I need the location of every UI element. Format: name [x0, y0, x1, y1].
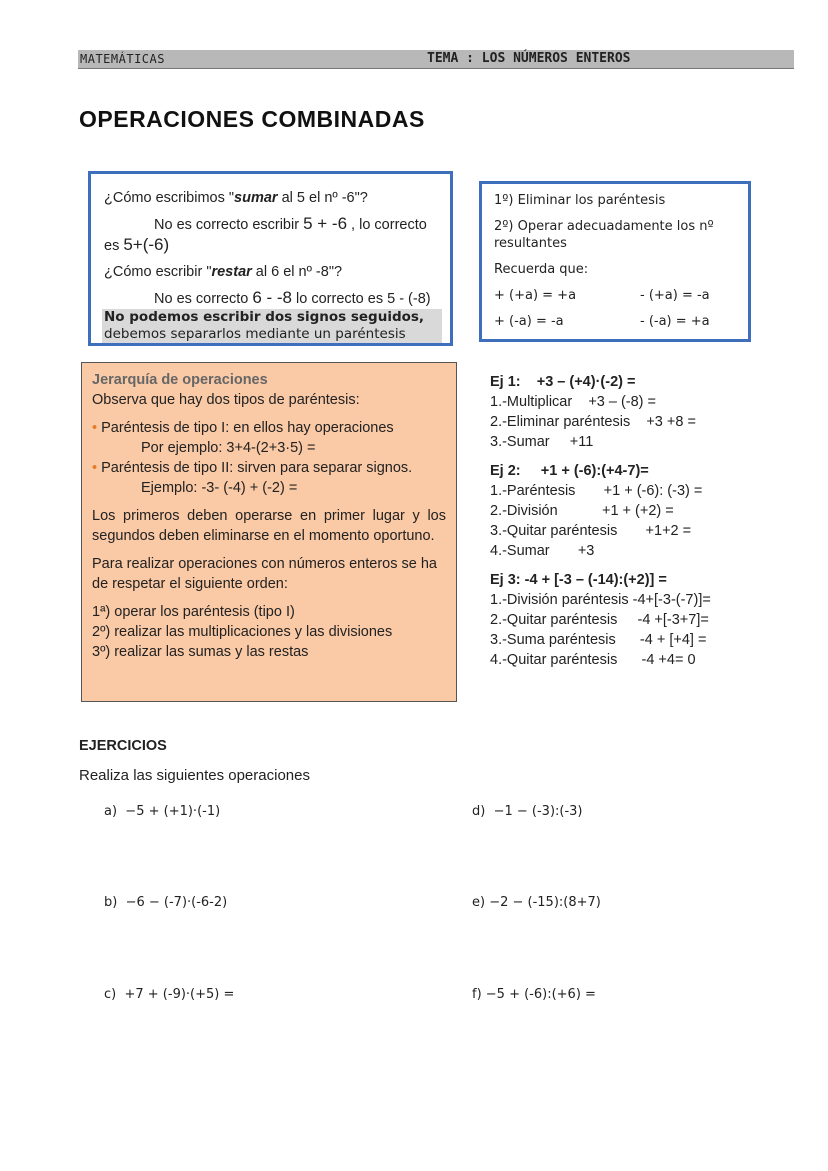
example-3: [490, 570, 810, 670]
example-1: [490, 372, 810, 452]
example-title: Ej 1: +3 – (+4)·(-2) =: [490, 374, 636, 390]
example-title: Ej 3: -4 + [-3 – (-14):(+2)] =: [490, 572, 667, 588]
steps-box: [479, 181, 751, 342]
example-step: 4.-Quitar paréntesis -4 +4= 0: [490, 652, 696, 668]
exercise-f: f) −5 + (-6):(+6) =: [472, 987, 596, 1002]
question-sum: ¿Cómo escribimos "sumar al 5 el nº -6"?: [104, 190, 368, 206]
hierarchy-box: [81, 362, 457, 702]
exercise-d: d) −1 − (-3):(-3): [472, 804, 583, 819]
bullet-icon: •: [92, 460, 98, 476]
example-step: 2.-Quitar paréntesis -4 +[-3+7]=: [490, 612, 709, 628]
example-step: 1.-Paréntesis +1 + (-6): (-3) =: [490, 483, 703, 499]
sign-rule-row: + (+a) = +a - (+a) = -a: [494, 288, 710, 303]
example-title: Ej 2: +1 + (-6):(+4-7)=: [490, 463, 649, 479]
order-item: 1ª) operar los paréntesis (tipo I): [92, 604, 295, 620]
exercise-b: b) −6 − (-7)·(-6-2): [104, 895, 228, 910]
example-type-1: Por ejemplo: 3+4-(2+3·5) =: [141, 440, 316, 456]
signs-info-box: [88, 171, 453, 346]
exercises-heading: EJERCICIOS: [79, 738, 167, 754]
order-item: 2º) realizar las multiplicaciones y las divisiones: [92, 624, 393, 640]
warning-note: No podemos escribir dos signos seguidos, debemos separarlos mediante un paréntesis: [102, 309, 442, 343]
step-2: 2º) Operar adecuadamente los nº resultantes: [494, 219, 714, 251]
paragraph-order: Los primeros deben operarse en primer lugar y los segundos deben eliminarse en el momento oportuno.: [92, 508, 446, 544]
subject-label: MATEMÁTICAS: [80, 52, 165, 66]
example-step: 3.-Quitar paréntesis +1+2 =: [490, 523, 692, 539]
example-step: 2.-División +1 + (+2) =: [490, 503, 674, 519]
question-subtract: ¿Cómo escribir "restar al 6 el nº -8"?: [104, 264, 343, 280]
worked-examples: [490, 372, 810, 679]
exercise-e: e) −2 − (-15):(8+7): [472, 895, 601, 910]
sign-rule-row: + (-a) = -a - (-a) = +a: [494, 314, 710, 329]
example-step: 3.-Suma paréntesis -4 + [+4] =: [490, 632, 707, 648]
step-1: 1º) Eliminar los paréntesis: [494, 193, 666, 208]
topic-label: TEMA : LOS NÚMEROS ENTEROS: [427, 51, 631, 66]
subtract-line: No es correcto 6 - -8 lo correcto es 5 - (-8): [154, 288, 431, 307]
paragraph-rules: Para realizar operaciones con números enteros se ha de respetar el siguiente orden:: [92, 556, 437, 592]
exercise-c: c) +7 + (-9)·(+5) =: [104, 987, 235, 1002]
example-step: 3.-Sumar +11: [490, 434, 594, 450]
hierarchy-heading: Jerarquía de operaciones: [92, 372, 268, 388]
remember-label: Recuerda que:: [494, 262, 589, 277]
example-step: 1.-División paréntesis -4+[-3-(-7)]=: [490, 592, 711, 608]
example-step: 1.-Multiplicar +3 – (-8) =: [490, 394, 657, 410]
example-2: [490, 461, 810, 561]
bullet-type-2: • Paréntesis de tipo II: sirven para separar signos.: [92, 460, 413, 476]
example-type-2: Ejemplo: -3- (-4) + (-2) =: [141, 480, 298, 496]
page-header: [78, 50, 794, 69]
sum-correct-line: es 5+(-6): [104, 235, 170, 254]
exercises-instruction: Realiza las siguientes operaciones: [79, 767, 310, 784]
order-item: 3º) realizar las sumas y las restas: [92, 644, 309, 660]
hierarchy-intro: Observa que hay dos tipos de paréntesis:: [92, 392, 360, 408]
exercise-a: a) −5 + (+1)·(-1): [104, 804, 221, 819]
bullet-type-1: • Paréntesis de tipo I: en ellos hay operaciones: [92, 420, 394, 436]
example-step: 2.-Eliminar paréntesis +3 +8 =: [490, 414, 696, 430]
page-title: OPERACIONES COMBINADAS: [79, 106, 425, 132]
bullet-icon: •: [92, 420, 98, 436]
example-step: 4.-Sumar +3: [490, 543, 595, 559]
sum-incorrect-line: No es correcto escribir 5 + -6 , lo correcto: [154, 214, 427, 233]
